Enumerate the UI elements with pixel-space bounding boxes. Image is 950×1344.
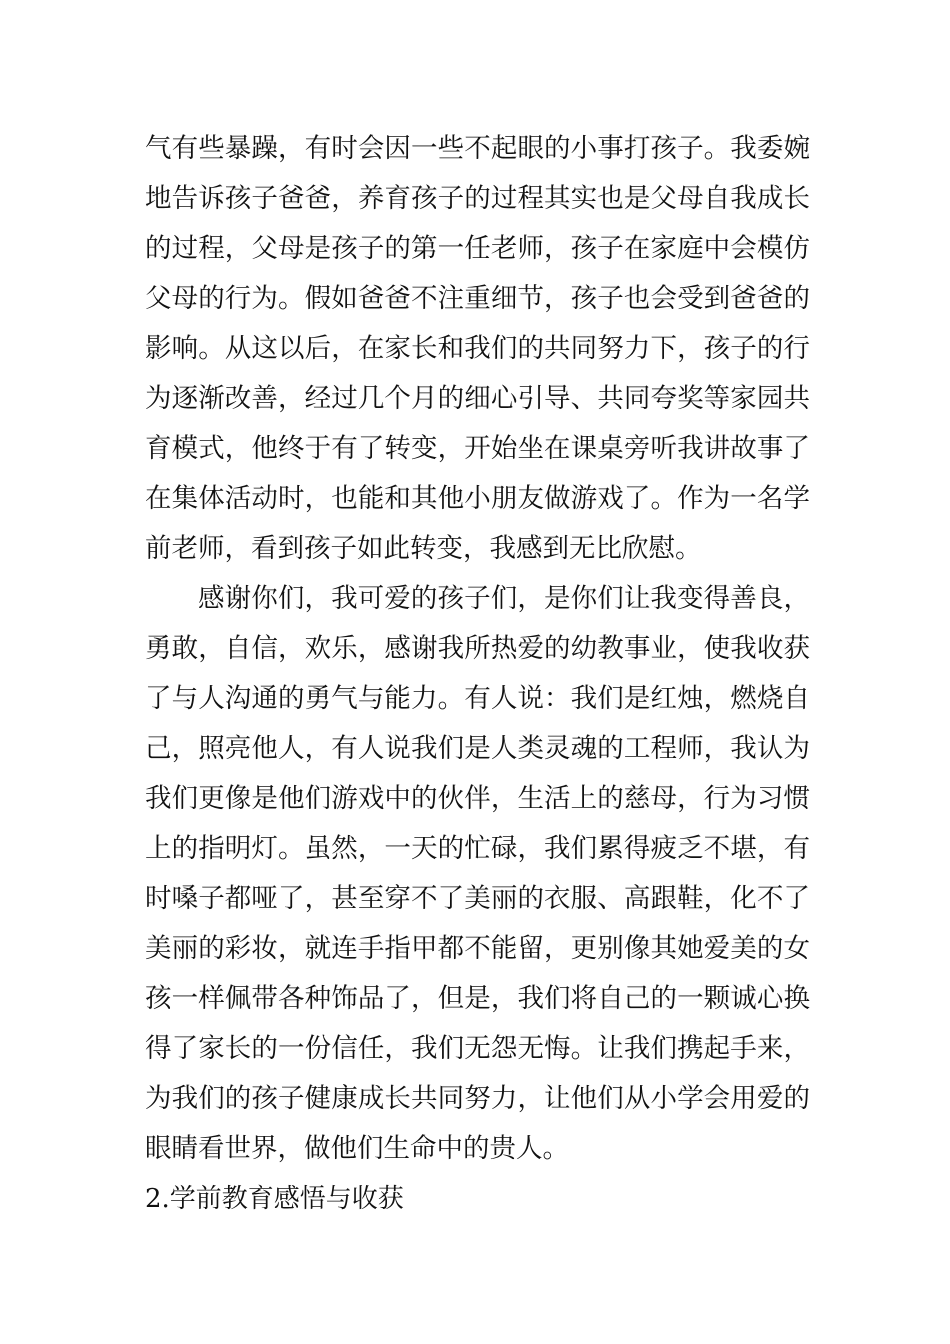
paragraph-line: 气有些暴躁，有时会因一些不起眼的小事打孩子。我委婉 bbox=[145, 133, 810, 164]
paragraph-line: 育模式，他终于有了转变，开始坐在课桌旁听我讲故事了 bbox=[145, 433, 810, 464]
paragraph-line: 的过程，父母是孩子的第一任老师，孩子在家庭中会模仿 bbox=[145, 233, 810, 264]
paragraph-line: 孩一样佩带各种饰品了，但是，我们将自己的一颗诚心换 bbox=[145, 983, 810, 1014]
paragraph-2 bbox=[145, 574, 810, 1174]
paragraph-line: 我们更像是他们游戏中的伙伴，生活上的慈母，行为习惯 bbox=[145, 783, 810, 814]
paragraph-line: 得了家长的一份信任，我们无怨无悔。让我们携起手来， bbox=[145, 1033, 810, 1064]
paragraph-line: 影响。从这以后，在家长和我们的共同努力下，孩子的行 bbox=[145, 333, 810, 364]
paragraph-line: 时嗓子都哑了，甚至穿不了美丽的衣服、高跟鞋，化不了 bbox=[145, 883, 810, 914]
paragraph-line: 上的指明灯。虽然，一天的忙碌，我们累得疲乏不堪，有 bbox=[145, 833, 810, 864]
paragraph-line: 感谢你们，我可爱的孩子们，是你们让我变得善良， bbox=[198, 583, 810, 614]
paragraph-line: 在集体活动时，也能和其他小朋友做游戏了。作为一名学 bbox=[145, 483, 810, 514]
paragraph-line: 眼睛看世界，做他们生命中的贵人。 bbox=[145, 1133, 569, 1164]
paragraph-line: 前老师，看到孩子如此转变，我感到无比欣慰。 bbox=[145, 533, 702, 564]
paragraph-line: 父母的行为。假如爸爸不注重细节，孩子也会受到爸爸的 bbox=[145, 283, 810, 314]
paragraph-line: 了与人沟通的勇气与能力。有人说：我们是红烛，燃烧自 bbox=[145, 683, 810, 714]
paragraph-1 bbox=[145, 124, 810, 574]
paragraph-line: 地告诉孩子爸爸，养育孩子的过程其实也是父母自我成长 bbox=[145, 183, 810, 214]
document-body bbox=[145, 124, 810, 1224]
section-heading: 2.学前教育感悟与收获 bbox=[145, 1184, 404, 1214]
paragraph-line: 为逐渐改善，经过几个月的细心引导、共同夸奖等家园共 bbox=[145, 383, 810, 414]
paragraph-line: 己，照亮他人，有人说我们是人类灵魂的工程师，我认为 bbox=[145, 733, 810, 764]
paragraph-line: 美丽的彩妆，就连手指甲都不能留，更别像其她爱美的女 bbox=[145, 933, 810, 964]
paragraph-line: 为我们的孩子健康成长共同努力，让他们从小学会用爱的 bbox=[145, 1083, 810, 1114]
paragraph-line: 勇敢，自信，欢乐，感谢我所热爱的幼教事业，使我收获 bbox=[145, 633, 810, 664]
